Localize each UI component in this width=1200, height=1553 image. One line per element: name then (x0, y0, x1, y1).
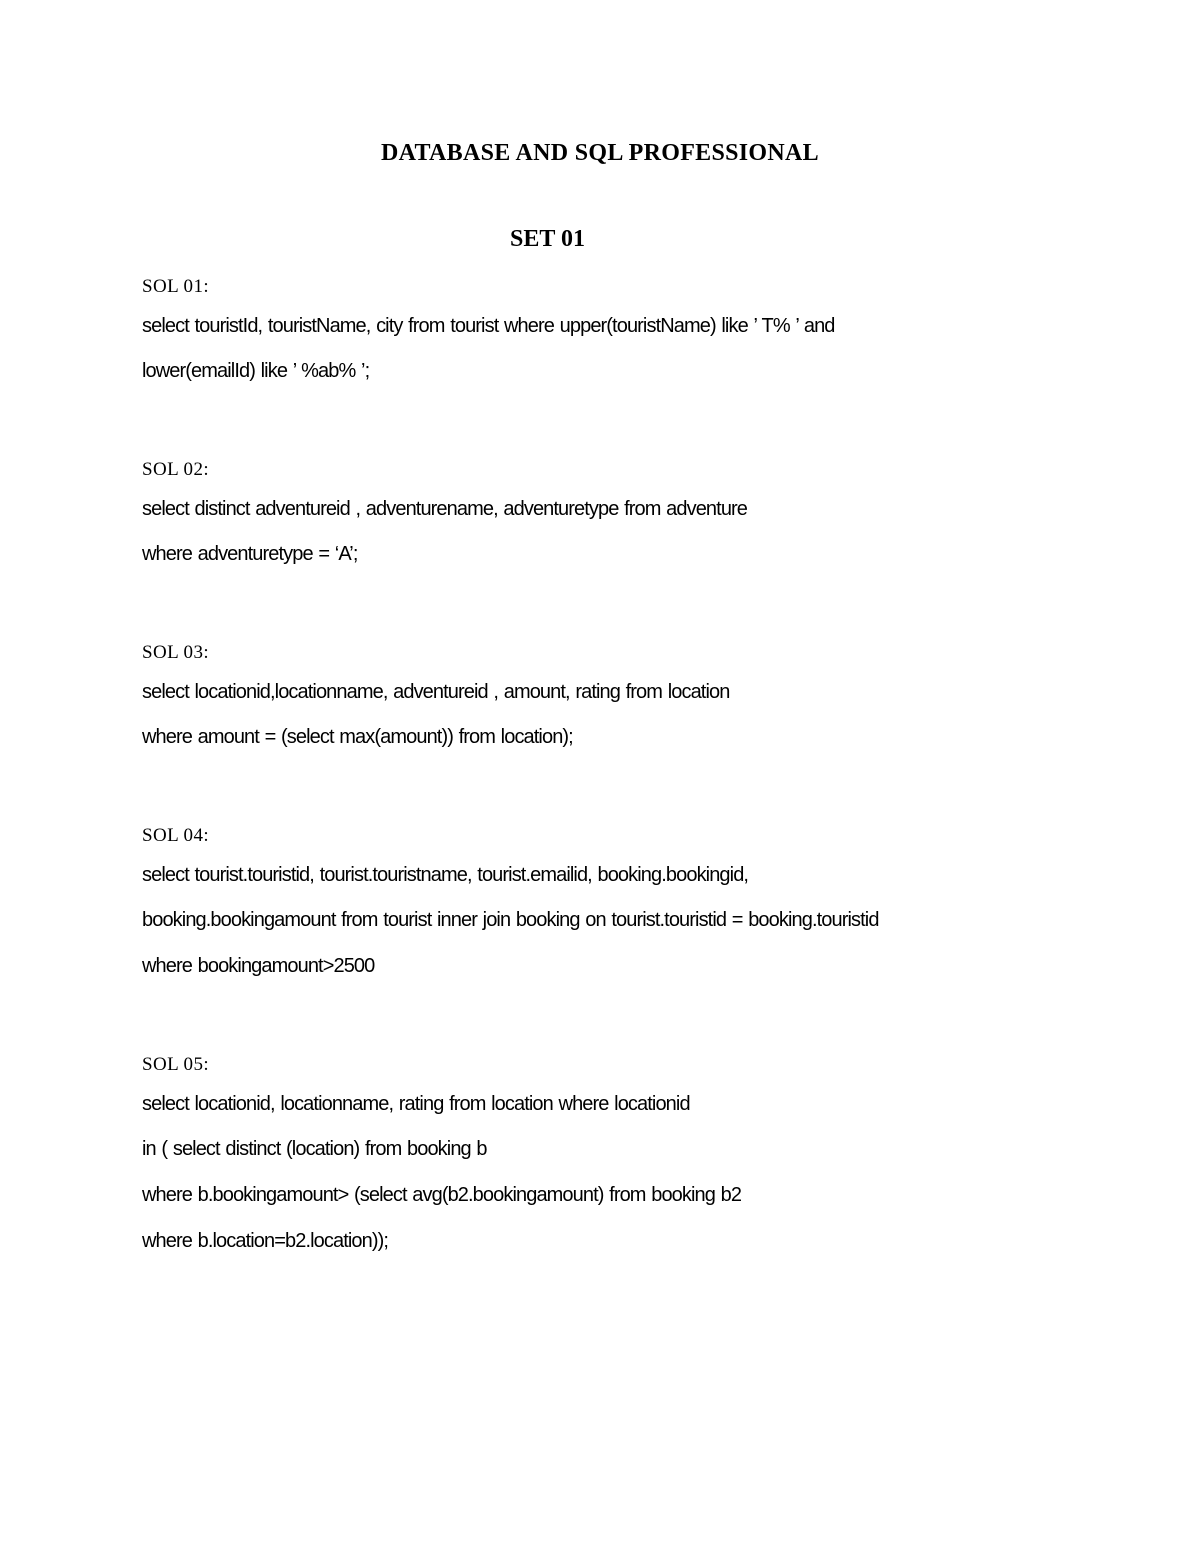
document-title: DATABASE AND SQL PROFESSIONAL (381, 140, 819, 166)
sql-line: select touristId, touristName, city from tourist where upper(touristName) like ’ T% ’ and (142, 315, 835, 337)
solution-label: SOL 05: (142, 1054, 210, 1075)
sql-line: lower(emailId) like ’ %ab% ’; (142, 360, 370, 382)
solution-label: SOL 03: (142, 642, 210, 663)
sql-line: select tourist.touristid, tourist.touristname, tourist.emailid, booking.bookingid, (142, 864, 749, 886)
solution-label: SOL 01: (142, 276, 210, 297)
solution-label: SOL 04: (142, 825, 210, 846)
sql-line: where b.bookingamount> (select avg(b2.bookingamount) from booking b2 (142, 1184, 742, 1206)
sql-line: in ( select distinct (location) from booking b (142, 1138, 487, 1160)
sql-line: select distinct adventureid , adventurename, adventuretype from adventure (142, 498, 748, 520)
solution-02 (142, 453, 1142, 577)
solution-04 (142, 819, 1142, 989)
sql-line: where b.location=b2.location)); (142, 1230, 389, 1252)
sql-line: where bookingamount>2500 (142, 955, 375, 977)
set-title: SET 01 (510, 226, 585, 252)
sql-line: where adventuretype = ‘A’; (142, 543, 358, 565)
solution-01 (142, 270, 1142, 394)
sql-line: where amount = (select max(amount)) from location); (142, 726, 573, 748)
sql-line: booking.bookingamount from tourist inner join booking on tourist.touristid = booking.touristid (142, 909, 879, 931)
solution-03 (142, 636, 1142, 760)
sql-line: select locationid, locationname, rating from location where locationid (142, 1093, 690, 1115)
solution-label: SOL 02: (142, 459, 210, 480)
sql-line: select locationid,locationname, adventureid , amount, rating from location (142, 681, 730, 703)
solution-05 (142, 1048, 1142, 1264)
